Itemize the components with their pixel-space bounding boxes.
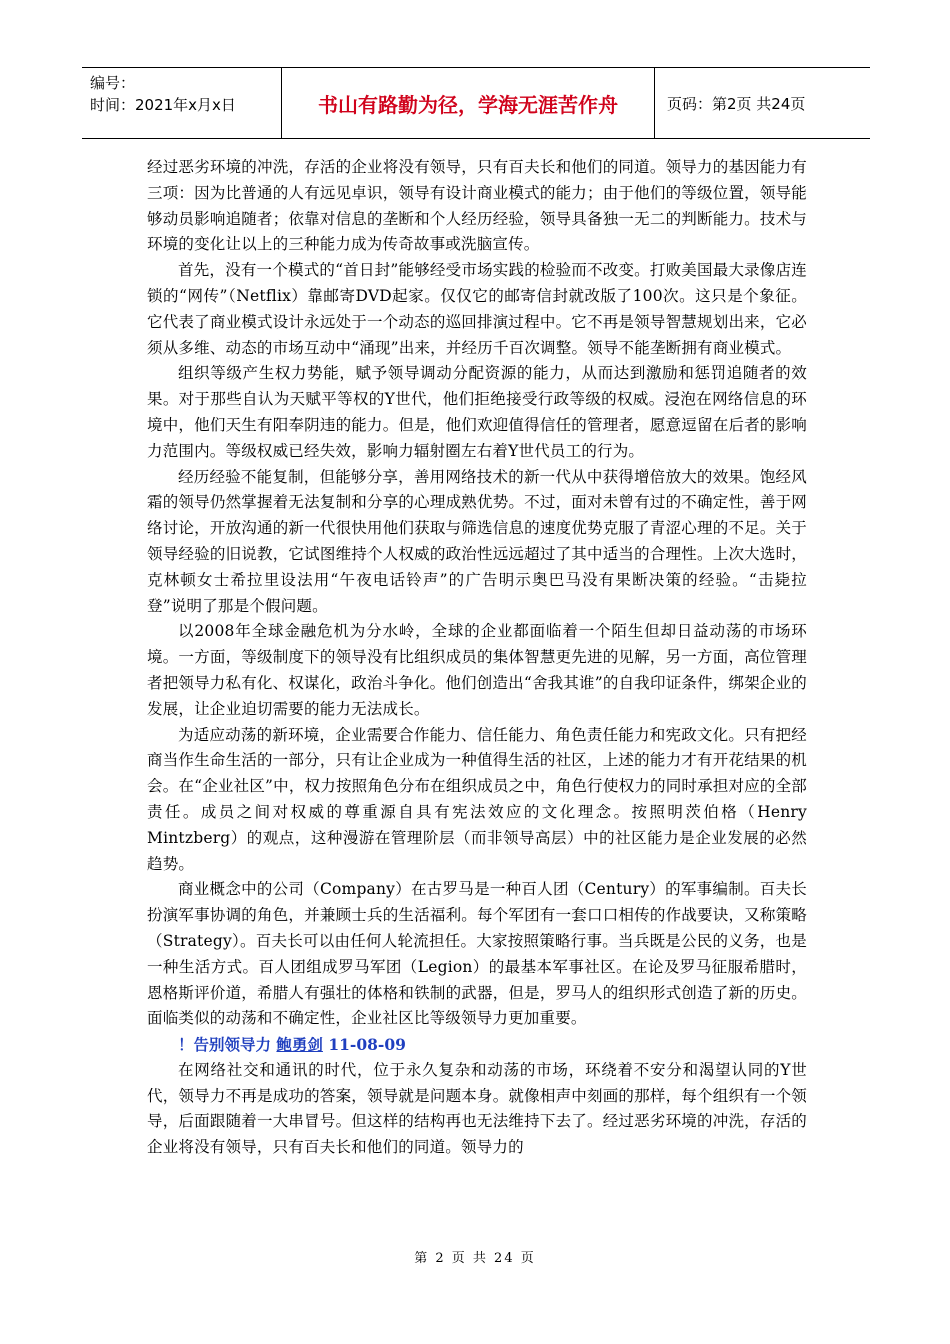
closing-paragraph: 在网络社交和通讯的时代，位于永久复杂和动荡的市场，环绕着不安分和渴望认同的Y世代，领导力不再是成功的答案，领导就是问题本身。就像相声中刻画的那样，每个组织有一个领导，后面跟随着一大串冒号。但这样的结构再也无法维持下去了。经过恶劣环境的冲洗，存活的企业将没有领导，只有百夫长和他们的同道。领导力的 [147,1060,807,1157]
document-date-label: 时间：2021年x月x日 [90,96,236,114]
paragraph-7: 商业概念中的公司（Company）在古罗马是一种百人团（Century）的军事编制。百夫长扮演军事协调的角色，并兼顾士兵的生活福利。每个军团有一套口口相传的作战要诀，又称策略（Strategy）。百夫长可以由任何人轮流担任。大家按照策略行事。当兵既是公民的义务，也是一种生活方式。百人团组成罗马军团（Legion）的最基本军事社区。在论及罗马征服希腊时，恩格斯评价道，希腊人有强壮的体格和铁制的武器，但是，罗马人的组织形式创造了新的历史。面临类似的动荡和不确定性，企业社区比等级领导力更加重要。 [147,880,807,1028]
paragraph-6: 为适应动荡的新环境，企业需要合作能力、信任能力、角色责任能力和宪政文化。只有把经商当作生命生活的一部分，只有让企业成为一种值得生活的社区，上述的能力才有开花结果的机会。在“企业社区”中，权力按照角色分布在组织成员之中，角色行使权力的同时承担对应的全部责任。成员之间对权威的尊重源自具有宪法效应的文化理念。按照明茨伯格（Henry Mintzberg）的观点，这种漫游在管理阶层（而非领导高层）中的社区能力是企业发展的必然趋势。 [147,725,807,873]
paragraph-2: 首先，没有一个模式的“首日封”能够经受市场实践的检验而不改变。打败美国最大录像店连锁的“网传”（Netflix）靠邮寄DVD起家。仅仅它的邮寄信封就改版了100次。这只是个象征。它代表了商业模式设计永远处于一个动态的巡回排演过程中。它不再是领导智慧规划出来，它必须从多维、动态的市场互动中“涌现”出来，并经历千百次调整。领导不能垄断拥有商业模式。 [147,261,807,357]
article-date: 11-08-09 [328,1035,406,1055]
paragraph-3: 组织等级产生权力势能，赋予领导调动分配资源的能力，从而达到激励和惩罚追随者的效果。对于那些自认为天赋平等权的Y世代，他们拒绝接受行政等级的权威。浸泡在网络信息的环境中，他们天生有阳奉阴违的能力。但是，他们欢迎值得信任的管理者，愿意逗留在后者的影响力范围内。等级权威已经失效，影响力辐射圈左右着Y世代员工的行为。 [147,364,807,460]
page-footer: 第 2 页 共 24 页 [414,1251,536,1266]
paragraph-4: 经历经验不能复制，但能够分享，善用网络技术的新一代从中获得增倍放大的效果。饱经风霜的领导仍然掌握着无法复制和分享的心理成熟优势。不过，面对未曾有过的不确定性，善于网络讨论，开放沟通的新一代很快用他们获取与筛选信息的速度优势克服了青涩心理的不足。关于领导经验的旧说教，它试图维持个人权威的政治性远远超过了其中适当的合理性。上次大选时，克林顿女士希拉里设法用“午夜电话铃声”的广告明示奥巴马没有果断决策的经验。“击毙拉登”说明了那是个假问题。 [147,467,807,615]
header-page-info: 页码：第2页 共24页 [667,94,806,113]
header-motto: 书山有路勤为径，学海无涯苦作舟 [282,68,655,138]
paragraph-1: 经过恶劣环境的冲洗，存活的企业将没有领导，只有百夫长和他们的同道。领导力的基因能力有三项：因为比普通的人有远见卓识，领导有设计商业模式的能力；由于他们的等级位置，领导能够动员影响追随者；依靠对信息的垄断和个人经历经验，领导具备独一无二的判断能力。技术与环境的变化让以上的三种能力成为传奇故事或洗脑宣传。 [147,158,807,254]
page-header [82,67,870,139]
document-body [147,155,807,1161]
paragraph-5: 以2008年全球金融危机为分水岭，全球的企业都面临着一个陌生但却日益动荡的市场环境。一方面，等级制度下的领导没有比组织成员的集体智慧更先进的见解，另一方面，高位管理者把领导力私有化、权谋化，政治斗争化。他们创造出“舍我其谁”的自我印证条件，绑架企业的发展，让企业迫切需要的能力无法成长。 [147,622,807,718]
article-heading [147,1032,807,1058]
document-number-label: 编号： [90,74,136,92]
article-author-link[interactable]: 鲍勇剑 [276,1035,323,1055]
header-meta [82,68,282,138]
article-title: ！告别领导力 [178,1035,272,1055]
